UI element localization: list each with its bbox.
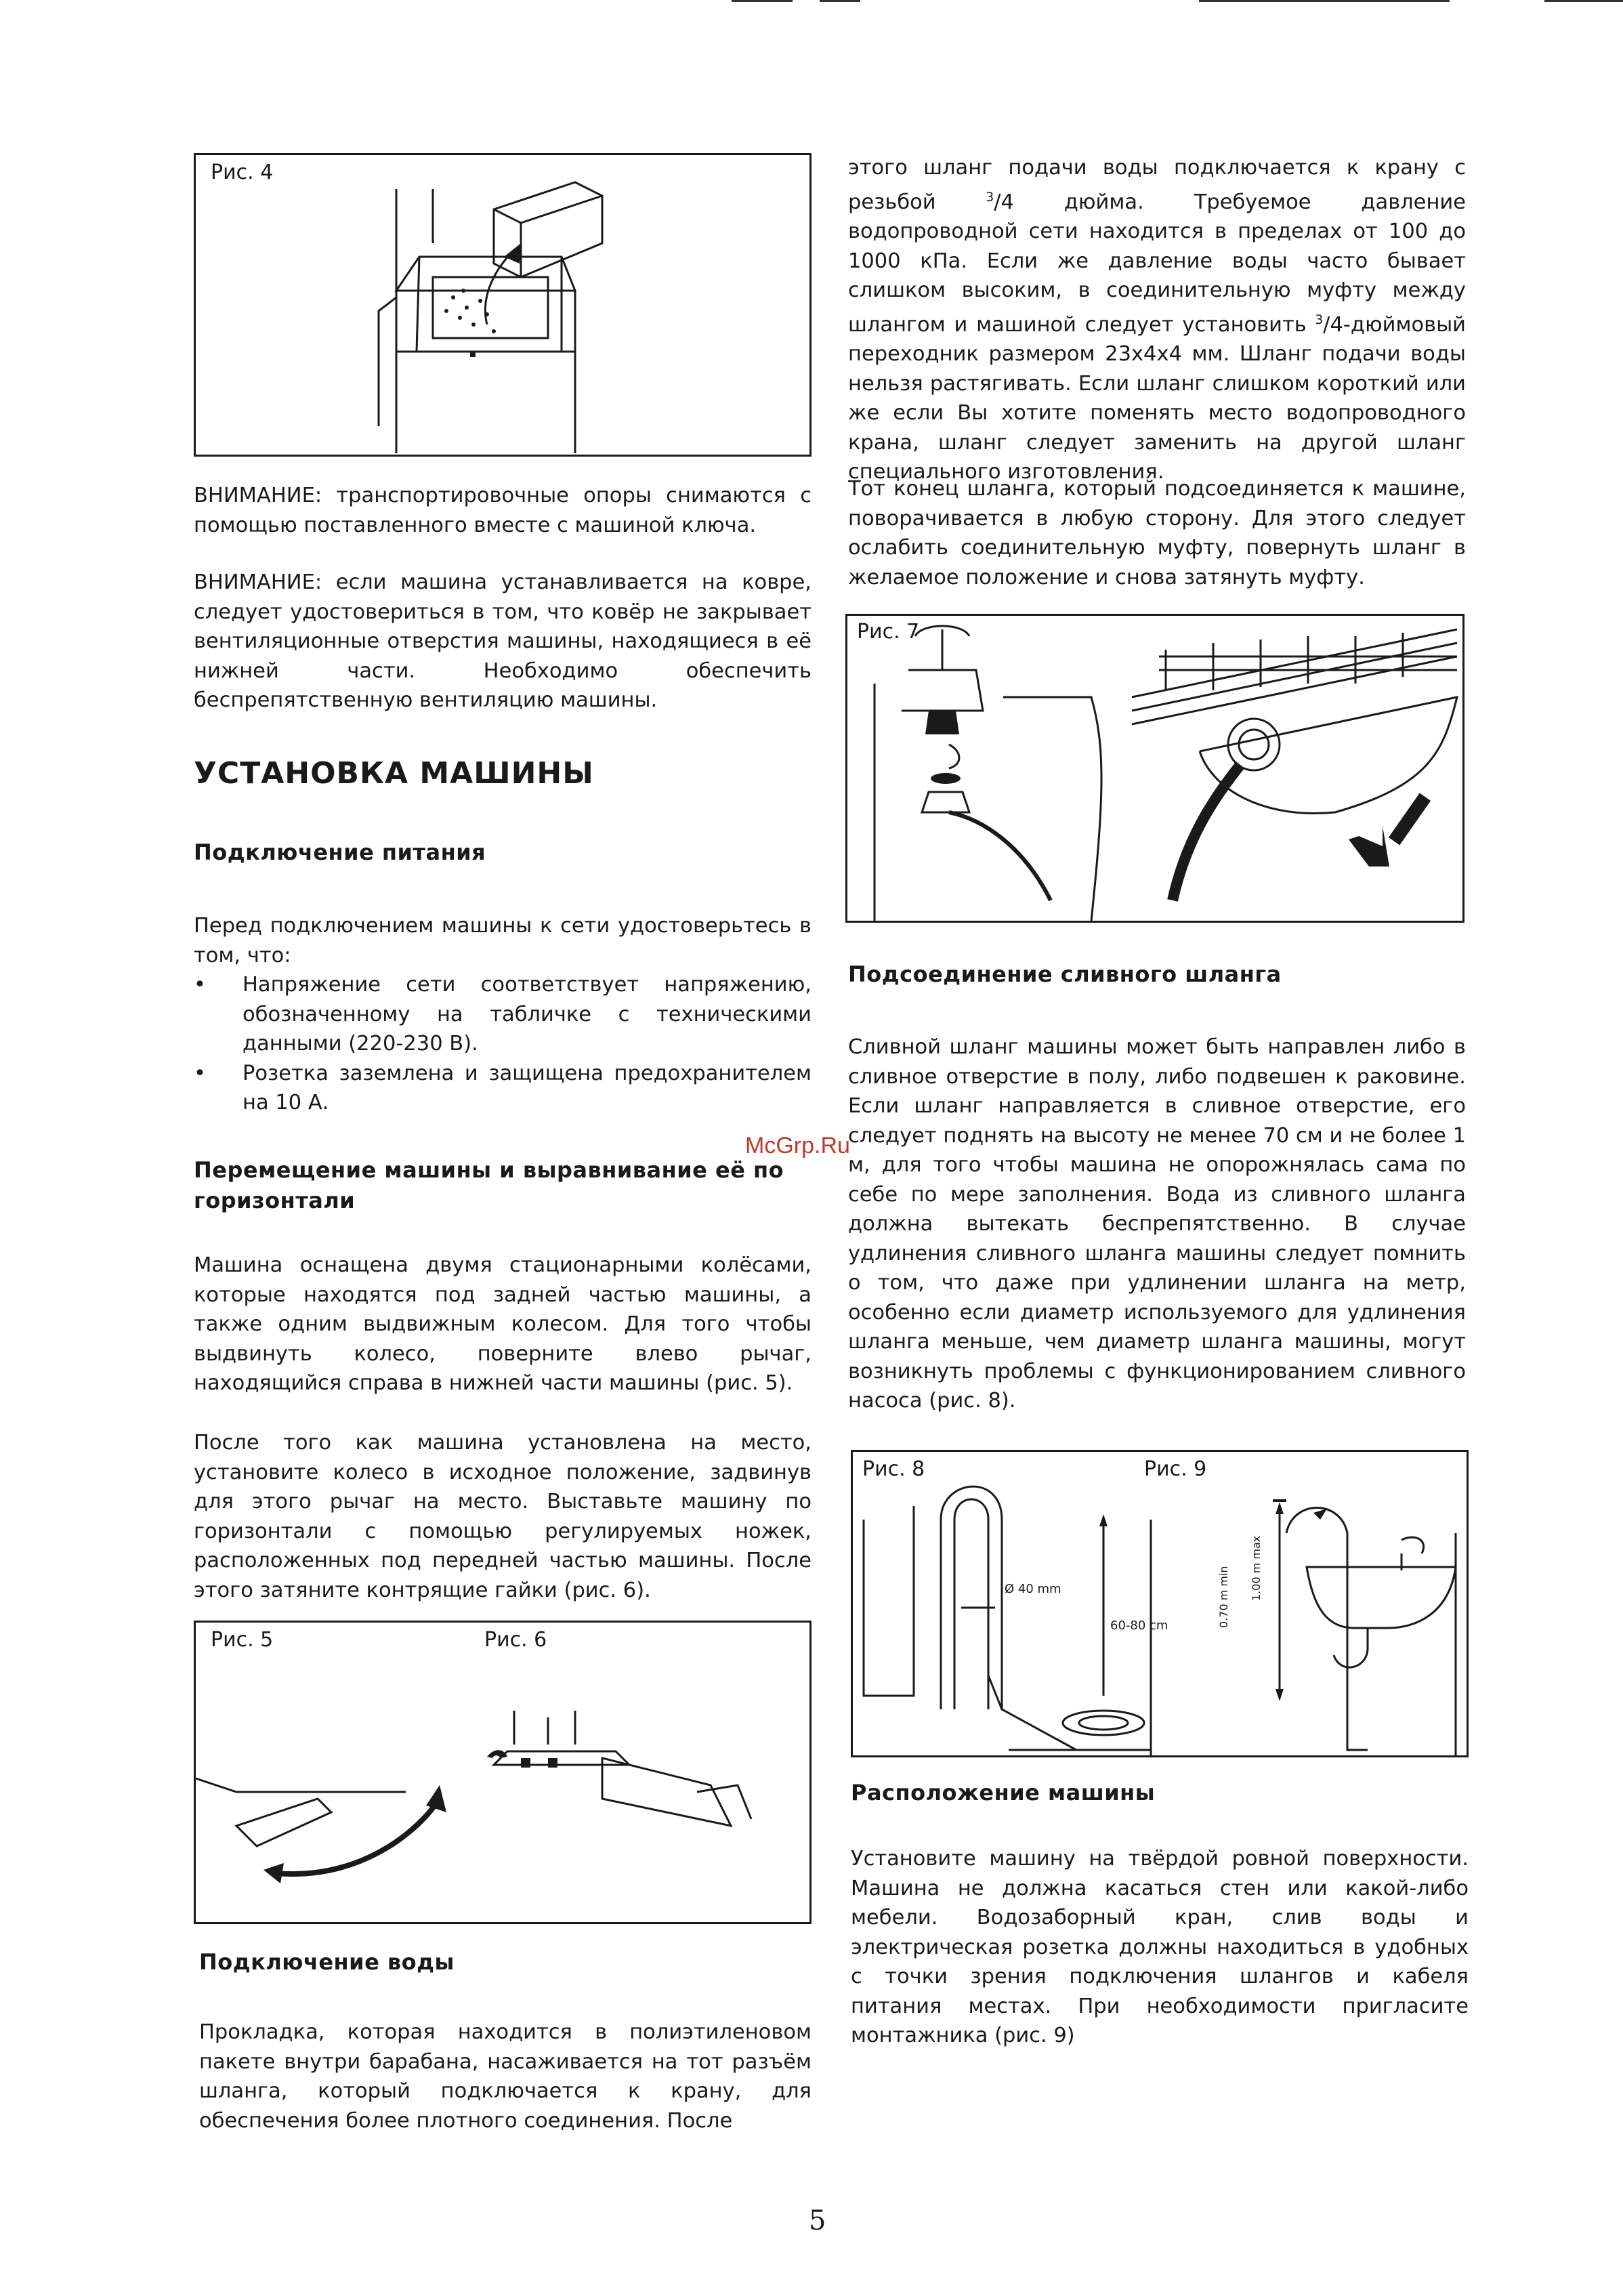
figure-6-label: Рис. 6 (484, 1628, 547, 1652)
power-bullet-voltage: • Напряжение сети соответствует напряжению, обозначенному на табличке с техническими данными (220-230 В). (194, 970, 812, 1059)
section-title: УСТАНОВКА МАШИНЫ (194, 756, 594, 791)
warning-carpet: ВНИМАНИЕ: если машина устанавливается на ковре, следует удостовериться в том, что ковёр не закрывает вентиляционные отверстия машины, находящиеся в её нижней части. Необходимо обеспечить беспрепятственную вентиляцию машины. (194, 570, 812, 712)
figure-8-9 (851, 1450, 1469, 1757)
hose-connection-illustration (847, 616, 1462, 921)
move-paragraph-2: После того как машина установлена на место, установите колесо в исходное положение, задвинув для этого рычаг на место. Выставьте машину по горизонтали с помощью регулируемых ножек, расположенных под передней частью машины. После этого затяните контрящие гайки (рис. 6). (194, 1431, 812, 1602)
water-paragraph-1: Прокладка, которая находится в полиэтиленовом пакете внутри барабана, насаживается на тот разъём шланга, который подключается к крану, для обеспечения более плотного соединения. После (199, 2020, 812, 2133)
scan-edge-line (732, 0, 793, 2)
water-cont-part-b: дюйма. Требуемое давление водопроводной сети находится в пределах от 100 до 1000 кПа. Если же давление воды часто бывает слишком высоким, в соединительную муфту между шлангом и машиной следует установить (848, 190, 1466, 337)
watermark: McGrp.Ru (745, 1133, 850, 1159)
figure-8-label: Рис. 8 (862, 1457, 925, 1481)
fraction-2-denominator: /4 (1323, 312, 1343, 337)
drain-heading: Подсоединение сливного шланга (848, 961, 1282, 987)
scan-edge-line (1199, 0, 1450, 2)
warning-transport-supports: ВНИМАНИЕ: транспортировочные опоры снимаются с помощью поставленного вместе с машиной ключа. (194, 484, 812, 537)
figure-9-label: Рис. 9 (1144, 1457, 1207, 1481)
water-cont-part-a: этого шланг подачи воды подключается к крану с резьбой (848, 156, 1466, 214)
placement-heading: Расположение машины (851, 1780, 1156, 1806)
fig9-min-label: 0.70 m min (1217, 1566, 1230, 1628)
fig9-max-label: 1.00 m max (1250, 1535, 1263, 1601)
move-paragraph-1: Машина оснащена двумя стационарными колёсами, которые находятся под задней частью машины, а также одним выдвижным колесом. Для того чтобы выдвинуть колесо, поверните влево рычаг, находящийся справа в нижней части машины (рис. 5). (194, 1253, 812, 1395)
figure-7-label: Рис. 7 (857, 620, 920, 644)
figure-7 (845, 614, 1464, 923)
figure-5-label: Рис. 5 (211, 1628, 274, 1652)
placement-paragraph: Установите машину на твёрдой ровной поверхности. Машина не должна касаться стен или какой-либо мебели. Водозаборный кран, слив воды и электрическая розетка должны находиться в удобных с точки зрения подключения шлангов и кабеля питания местах. При необходимости пригласите монтажника (рис. 9) (851, 1847, 1469, 2047)
figure-4 (194, 153, 812, 457)
figure-4-label: Рис. 4 (211, 161, 274, 184)
page-number: 5 (809, 2205, 826, 2236)
power-bullet-socket: • Розетка заземлена и защищена предохранителем на 10 А. (194, 1059, 812, 1118)
power-bullets (194, 970, 812, 1118)
move-heading: Перемещение машины и выравнивание её по горизонтали (194, 1157, 784, 1213)
wheel-and-feet-illustration (196, 1623, 809, 1922)
scan-edge-line (1544, 0, 1623, 2)
water-paragraph-2: Тот конец шланга, который подсоединяется к машине, поворачивается в любую сторону. Для этого следует ослабить соединительную муфту, повернуть шланг в желаемое положение и снова затянуть муфту. (848, 477, 1466, 589)
fig8-height-label: 60-80 cm (1110, 1619, 1168, 1633)
drain-paragraph: Сливной шланг машины может быть направлен либо в сливное отверстие в полу, либо подвешен к раковине. Если шланг направляется в сливное отверстие, его следует поднять на высоту не менее 70 см и не более 1 м, для того чтобы машина не опорожнялась сама по себе по мере заполнения. Вода из сливного шланга должна вытекать беспрепятственно. В случае удлинения сливного шланга машины следует помнить о том, что даже при удлинении шланга на метр, особенно если диаметр используемого для удлинения шланга меньше, чем диаметр шланга машины, могут возникнуть проблемы с функционированием сливного насоса (рис. 8). (848, 1035, 1466, 1413)
fraction-1-denominator: /4 (994, 190, 1014, 214)
drain-hose-illustration (853, 1452, 1467, 1755)
fraction-1-numerator: 3 (986, 190, 994, 205)
fraction-2-numerator: 3 (1315, 312, 1324, 327)
figure-5-6 (194, 1621, 812, 1924)
water-cont-part-c: -дюймовый переходник размером 23х4х4 мм. Шланг подачи воды нельзя растягивать. Если шланг слишком короткий или же если Вы хотите поменять место водопроводного крана, шланг следует заменить на другой шланг специального изготовления. (848, 312, 1466, 484)
fig8-diameter-label: Ø 40 mm (1005, 1582, 1061, 1596)
water-paragraph-continued (848, 153, 1466, 487)
water-heading: Подключение воды (199, 1949, 455, 1975)
power-intro: Перед подключением машины к сети удостоверьтесь в том, что: (194, 914, 812, 967)
scan-edge-line (820, 0, 860, 2)
power-heading: Подключение питания (194, 839, 486, 865)
washer-top-illustration (196, 155, 809, 455)
